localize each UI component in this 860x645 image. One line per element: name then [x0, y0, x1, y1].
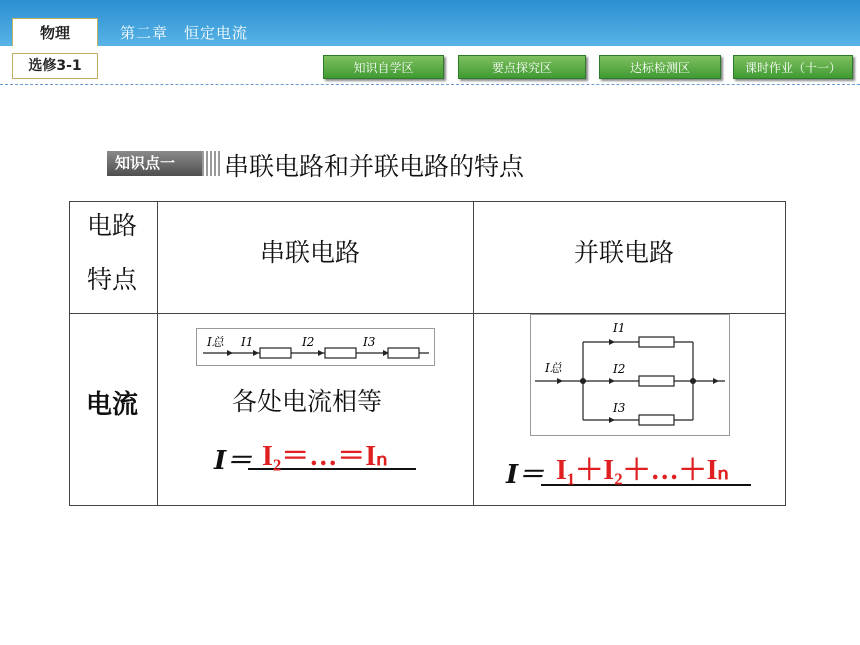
chapter-title: 第二章 恒定电流 — [120, 24, 249, 42]
knowledge-point-title: 串联电路和并联电路的特点 — [224, 152, 525, 181]
circuit-label: I2 — [302, 335, 315, 349]
nav-button-homework[interactable]: 课时作业（十一） — [733, 55, 853, 79]
series-answer: I₂＝…＝Iₙ — [262, 441, 388, 472]
table-divider — [157, 202, 158, 505]
series-circuit-diagram — [196, 328, 435, 366]
parallel-circuit-diagram — [530, 314, 730, 436]
series-circuit-svg — [197, 329, 434, 365]
circuit-label: I1 — [613, 321, 626, 335]
comparison-table — [69, 201, 786, 506]
row-label-current: 电流 — [86, 390, 139, 420]
header-parallel-circuit: 并联电路 — [574, 238, 675, 267]
subject-label: 物理 — [12, 18, 98, 46]
parallel-circuit-svg — [531, 315, 729, 435]
circuit-label: I1 — [241, 335, 254, 349]
series-formula-prefix: I＝ — [214, 446, 253, 476]
book-label: 选修3-1 — [12, 53, 98, 79]
nav-button-key-points[interactable]: 要点探究区 — [458, 55, 586, 79]
nav-button-self-study[interactable]: 知识自学区 — [323, 55, 444, 79]
circuit-label: I2 — [613, 362, 626, 376]
knowledge-point-decoration — [202, 151, 220, 176]
series-current-statement: 各处电流相等 — [232, 387, 383, 416]
header-series-circuit: 串联电路 — [260, 238, 361, 267]
table-divider — [473, 202, 474, 505]
circuit-label: I3 — [613, 401, 626, 415]
header-cell-label-line2: 特点 — [87, 265, 138, 294]
circuit-label: I总 — [545, 361, 562, 375]
circuit-label: I3 — [363, 335, 376, 349]
parallel-formula-prefix: I＝ — [506, 460, 545, 490]
header-cell-label-line1: 电路 — [87, 211, 138, 240]
nav-button-assessment[interactable]: 达标检测区 — [599, 55, 721, 79]
knowledge-point-tag: 知识点一 — [107, 151, 202, 176]
parallel-answer: I₁＋I₂＋…＋Iₙ — [556, 455, 729, 486]
header-divider — [0, 84, 860, 85]
circuit-label: I总 — [207, 335, 224, 349]
